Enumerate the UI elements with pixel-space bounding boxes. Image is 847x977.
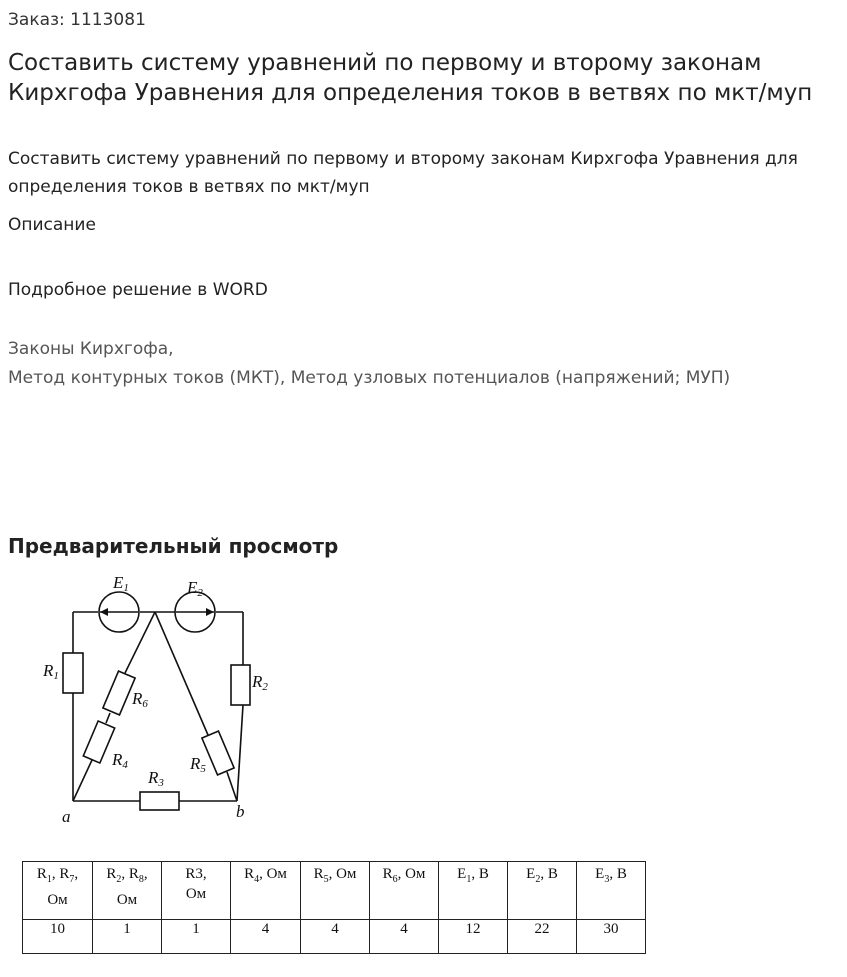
- label-e2: E2: [187, 578, 203, 599]
- label-node-a: a: [62, 807, 71, 826]
- table-header-row: [23, 862, 646, 920]
- resistor-r4: [83, 721, 114, 763]
- table-header-cell: $E_1$, В: [439, 862, 508, 920]
- table-cell: 30: [577, 920, 646, 954]
- table-row: [23, 920, 646, 954]
- resistor-r6: [103, 671, 135, 715]
- table-cell: 4: [370, 920, 439, 954]
- label-r3: R3: [148, 768, 164, 789]
- description-body: Подробное решение в WORD: [8, 280, 268, 300]
- page-title: Составить систему уравнений по первому и второму законам Кирхгофа Уравнения для определения токов в ветвях по мкт/муп: [8, 50, 813, 106]
- table-header-cell: R3, Ом: [162, 862, 231, 920]
- label-r4: R4: [112, 750, 128, 771]
- table-header-cell: $E_3$, В: [577, 862, 646, 920]
- label-r6: R6: [132, 689, 148, 710]
- table-cell: 4: [231, 920, 301, 954]
- tag-list: [8, 335, 730, 393]
- tag-item[interactable]: Метод контурных токов (МКТ), Метод узловых потенциалов (напряжений; МУП): [8, 368, 731, 388]
- preview-heading: Предварительный просмотр: [8, 534, 339, 558]
- resistor-r2: [231, 665, 250, 705]
- tag-item[interactable]: Законы Кирхгофа,: [8, 339, 174, 359]
- table-header-cell: $R_6$, Ом: [370, 862, 439, 920]
- label-r2: R2: [252, 672, 268, 693]
- order-number: Заказ: 1113081: [8, 10, 146, 30]
- table-cell: 22: [508, 920, 577, 954]
- table-cell: 1: [93, 920, 162, 954]
- label-r5: R5: [190, 754, 206, 775]
- label-e1: E1: [113, 573, 129, 594]
- table-header-cell: $R_1$, $R_7$, Ом: [23, 862, 93, 920]
- resistor-r5: [202, 731, 234, 775]
- parameters-table: [22, 861, 646, 954]
- table-header-cell: $R_2$, $R_8$, Ом: [93, 862, 162, 920]
- circuit-diagram: [30, 565, 290, 830]
- resistor-r3: [140, 792, 179, 810]
- description-heading: Описание: [8, 215, 96, 235]
- table-header-cell: $R_5$, Ом: [301, 862, 370, 920]
- label-node-b: b: [236, 802, 245, 821]
- table-cell: 4: [301, 920, 370, 954]
- page-subtitle: Составить систему уравнений по первому и второму законам Кирхгофа Уравнения для определения токов в ветвях по мкт/муп: [8, 149, 798, 197]
- label-r1: R1: [43, 661, 59, 682]
- table-cell: 1: [162, 920, 231, 954]
- resistor-r1: [63, 653, 83, 693]
- table-cell: 12: [439, 920, 508, 954]
- table-header-cell: $R_4$, Ом: [231, 862, 301, 920]
- table-header-cell: $E_2$, В: [508, 862, 577, 920]
- table-cell: 10: [23, 920, 93, 954]
